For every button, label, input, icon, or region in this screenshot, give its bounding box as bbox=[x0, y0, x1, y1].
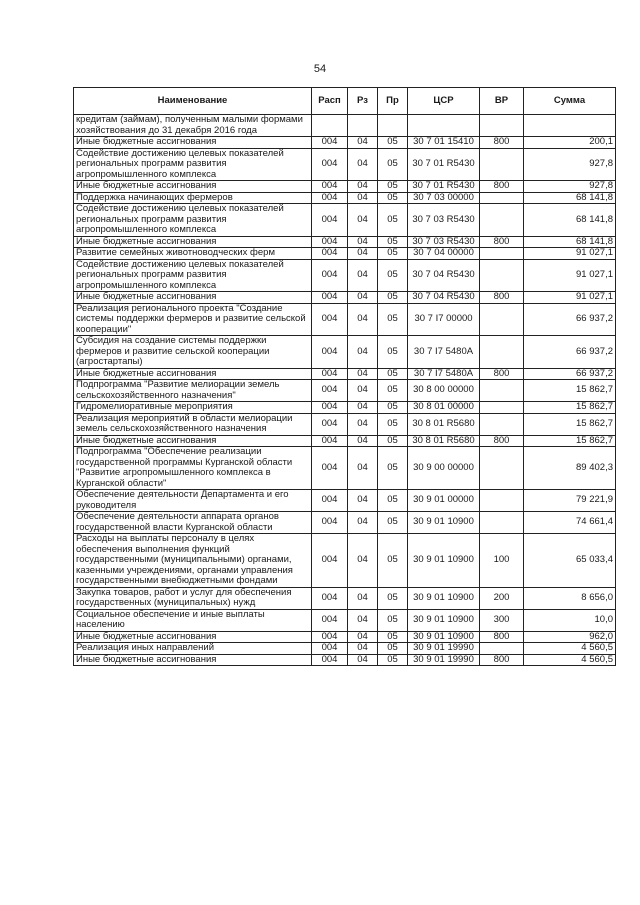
row-rz: 04 bbox=[348, 512, 378, 534]
row-name: Иные бюджетные ассигнования bbox=[74, 137, 312, 149]
row-rasp: 004 bbox=[312, 259, 348, 292]
header-pr: Пр bbox=[378, 88, 408, 115]
row-pr: 05 bbox=[378, 204, 408, 237]
row-name: Иные бюджетные ассигнования bbox=[74, 368, 312, 380]
row-rasp: 004 bbox=[312, 192, 348, 204]
row-rasp: 004 bbox=[312, 534, 348, 588]
row-pr: 05 bbox=[378, 137, 408, 149]
row-rasp bbox=[312, 115, 348, 137]
table-row bbox=[74, 115, 616, 137]
row-name: Поддержка начинающих фермеров bbox=[74, 192, 312, 204]
row-pr: 05 bbox=[378, 643, 408, 655]
row-name: Обеспечение деятельности Департамента и его руководителя bbox=[74, 490, 312, 512]
table-row bbox=[74, 204, 616, 237]
row-rasp: 004 bbox=[312, 181, 348, 193]
row-name: Обеспечение деятельности аппарата органов государственной власти Курганской области bbox=[74, 512, 312, 534]
row-pr: 05 bbox=[378, 292, 408, 304]
table-row bbox=[74, 447, 616, 490]
row-sum: 15 862,7 bbox=[524, 413, 616, 435]
row-csr: 30 9 00 00000 bbox=[408, 447, 480, 490]
row-csr: 30 7 04 00000 bbox=[408, 248, 480, 260]
row-name: Иные бюджетные ассигнования bbox=[74, 292, 312, 304]
row-rasp: 004 bbox=[312, 292, 348, 304]
row-sum: 68 141,8 bbox=[524, 192, 616, 204]
header-csr: ЦСР bbox=[408, 88, 480, 115]
row-vr: 100 bbox=[480, 534, 524, 588]
row-vr: 800 bbox=[480, 368, 524, 380]
row-vr bbox=[480, 413, 524, 435]
row-rasp: 004 bbox=[312, 631, 348, 643]
row-name: Содействие достижению целевых показателей региональных программ развития агропромышленного комплекса bbox=[74, 148, 312, 181]
table-header-row bbox=[74, 88, 616, 115]
header-rasp: Расп bbox=[312, 88, 348, 115]
table-row bbox=[74, 248, 616, 260]
row-rasp: 004 bbox=[312, 447, 348, 490]
row-sum: 91 027,1 bbox=[524, 259, 616, 292]
row-pr: 05 bbox=[378, 654, 408, 666]
table-row bbox=[74, 631, 616, 643]
row-sum: 15 862,7 bbox=[524, 380, 616, 402]
table-row bbox=[74, 303, 616, 336]
budget-table bbox=[73, 87, 616, 666]
row-rz: 04 bbox=[348, 259, 378, 292]
table-row bbox=[74, 435, 616, 447]
row-rz bbox=[348, 115, 378, 137]
row-csr: 30 7 04 R5430 bbox=[408, 259, 480, 292]
row-rasp: 004 bbox=[312, 587, 348, 609]
row-pr: 05 bbox=[378, 368, 408, 380]
row-rz: 04 bbox=[348, 181, 378, 193]
row-rz: 04 bbox=[348, 447, 378, 490]
row-name: Подпрограмма "Развитие мелиорации земель сельскохозяйственного назначения" bbox=[74, 380, 312, 402]
row-vr: 800 bbox=[480, 181, 524, 193]
row-sum: 91 027,1 bbox=[524, 248, 616, 260]
row-rasp: 004 bbox=[312, 609, 348, 631]
row-pr: 05 bbox=[378, 148, 408, 181]
row-csr: 30 9 01 19990 bbox=[408, 654, 480, 666]
table-row bbox=[74, 236, 616, 248]
row-csr: 30 7 03 R5430 bbox=[408, 204, 480, 237]
row-pr: 05 bbox=[378, 248, 408, 260]
row-rz: 04 bbox=[348, 435, 378, 447]
row-name: Расходы на выплаты персоналу в целях обеспечения выполнения функций государственными (муниципальными) органами, казенными учреждениями, органами управления государственными внебюджетными фондами bbox=[74, 534, 312, 588]
row-rasp: 004 bbox=[312, 413, 348, 435]
row-sum: 79 221,9 bbox=[524, 490, 616, 512]
row-rasp: 004 bbox=[312, 368, 348, 380]
row-vr bbox=[480, 303, 524, 336]
row-pr: 05 bbox=[378, 336, 408, 369]
page-number: 54 bbox=[313, 63, 327, 75]
table-row bbox=[74, 181, 616, 193]
row-rz: 04 bbox=[348, 402, 378, 414]
row-vr: 200 bbox=[480, 587, 524, 609]
row-name: кредитам (займам), полученным малыми формами хозяйствования до 31 декабря 2016 года bbox=[74, 115, 312, 137]
row-rasp: 004 bbox=[312, 380, 348, 402]
row-sum: 74 661,4 bbox=[524, 512, 616, 534]
row-sum: 66 937,2 bbox=[524, 368, 616, 380]
row-pr: 05 bbox=[378, 447, 408, 490]
row-csr: 30 8 01 R5680 bbox=[408, 413, 480, 435]
row-rasp: 004 bbox=[312, 435, 348, 447]
row-vr bbox=[480, 512, 524, 534]
row-csr: 30 8 00 00000 bbox=[408, 380, 480, 402]
table-row bbox=[74, 137, 616, 149]
row-vr bbox=[480, 192, 524, 204]
row-vr: 800 bbox=[480, 236, 524, 248]
row-vr bbox=[480, 447, 524, 490]
row-vr: 800 bbox=[480, 654, 524, 666]
row-name: Иные бюджетные ассигнования bbox=[74, 236, 312, 248]
row-pr: 05 bbox=[378, 512, 408, 534]
table-row bbox=[74, 490, 616, 512]
row-vr bbox=[480, 148, 524, 181]
row-sum: 15 862,7 bbox=[524, 402, 616, 414]
row-rasp: 004 bbox=[312, 204, 348, 237]
row-name: Содействие достижению целевых показателей региональных программ развития агропромышленного комплекса bbox=[74, 259, 312, 292]
row-rz: 04 bbox=[348, 534, 378, 588]
row-rasp: 004 bbox=[312, 137, 348, 149]
row-pr: 05 bbox=[378, 303, 408, 336]
header-rz: Рз bbox=[348, 88, 378, 115]
row-name: Социальное обеспечение и иные выплаты населению bbox=[74, 609, 312, 631]
table-row bbox=[74, 336, 616, 369]
row-vr bbox=[480, 248, 524, 260]
row-name: Субсидия на создание системы поддержки фермеров и развитие сельской кооперации (агростартапы) bbox=[74, 336, 312, 369]
row-sum: 927,8 bbox=[524, 181, 616, 193]
row-csr: 30 7 01 15410 bbox=[408, 137, 480, 149]
row-name: Иные бюджетные ассигнования bbox=[74, 654, 312, 666]
row-rz: 04 bbox=[348, 609, 378, 631]
table-row bbox=[74, 292, 616, 304]
row-vr: 800 bbox=[480, 435, 524, 447]
row-sum: 65 033,4 bbox=[524, 534, 616, 588]
row-pr: 05 bbox=[378, 435, 408, 447]
row-sum: 962,0 bbox=[524, 631, 616, 643]
row-rz: 04 bbox=[348, 380, 378, 402]
row-rz: 04 bbox=[348, 148, 378, 181]
table-row bbox=[74, 587, 616, 609]
row-csr: 30 7 03 00000 bbox=[408, 192, 480, 204]
row-rz: 04 bbox=[348, 368, 378, 380]
row-csr: 30 9 01 10900 bbox=[408, 609, 480, 631]
table-row bbox=[74, 413, 616, 435]
row-rz: 04 bbox=[348, 631, 378, 643]
row-vr: 800 bbox=[480, 137, 524, 149]
row-rz: 04 bbox=[348, 490, 378, 512]
row-csr: 30 7 I7 00000 bbox=[408, 303, 480, 336]
row-pr: 05 bbox=[378, 181, 408, 193]
row-name: Реализация мероприятий в области мелиорации земель сельскохозяйственного назначения bbox=[74, 413, 312, 435]
table-row bbox=[74, 368, 616, 380]
row-pr: 05 bbox=[378, 259, 408, 292]
row-sum: 68 141,8 bbox=[524, 236, 616, 248]
row-name: Иные бюджетные ассигнования bbox=[74, 631, 312, 643]
row-pr bbox=[378, 115, 408, 137]
row-rz: 04 bbox=[348, 303, 378, 336]
row-rasp: 004 bbox=[312, 654, 348, 666]
table-row bbox=[74, 512, 616, 534]
row-csr: 30 9 01 10900 bbox=[408, 534, 480, 588]
row-sum: 10,0 bbox=[524, 609, 616, 631]
row-vr: 300 bbox=[480, 609, 524, 631]
row-vr: 800 bbox=[480, 631, 524, 643]
row-vr bbox=[480, 115, 524, 137]
row-pr: 05 bbox=[378, 631, 408, 643]
row-pr: 05 bbox=[378, 380, 408, 402]
row-pr: 05 bbox=[378, 609, 408, 631]
row-sum: 4 560,5 bbox=[524, 643, 616, 655]
table-row bbox=[74, 534, 616, 588]
table-row bbox=[74, 192, 616, 204]
row-pr: 05 bbox=[378, 236, 408, 248]
row-csr: 30 7 01 R5430 bbox=[408, 148, 480, 181]
row-pr: 05 bbox=[378, 534, 408, 588]
row-csr bbox=[408, 115, 480, 137]
row-vr: 800 bbox=[480, 292, 524, 304]
row-csr: 30 9 01 10900 bbox=[408, 587, 480, 609]
row-name: Реализация регионального проекта "Создание системы поддержки фермеров и развитие сельской кооперации" bbox=[74, 303, 312, 336]
row-csr: 30 8 01 R5680 bbox=[408, 435, 480, 447]
header-sum: Сумма bbox=[524, 88, 616, 115]
row-csr: 30 9 01 10900 bbox=[408, 512, 480, 534]
row-sum: 66 937,2 bbox=[524, 336, 616, 369]
row-csr: 30 9 01 10900 bbox=[408, 631, 480, 643]
row-rz: 04 bbox=[348, 292, 378, 304]
row-csr: 30 7 03 R5430 bbox=[408, 236, 480, 248]
table-row bbox=[74, 609, 616, 631]
row-sum: 200,1 bbox=[524, 137, 616, 149]
row-name: Гидромелиоративные мероприятия bbox=[74, 402, 312, 414]
row-rasp: 004 bbox=[312, 303, 348, 336]
row-rz: 04 bbox=[348, 248, 378, 260]
row-pr: 05 bbox=[378, 490, 408, 512]
row-vr bbox=[480, 380, 524, 402]
row-rasp: 004 bbox=[312, 512, 348, 534]
row-rz: 04 bbox=[348, 413, 378, 435]
row-name: Иные бюджетные ассигнования bbox=[74, 435, 312, 447]
row-rasp: 004 bbox=[312, 248, 348, 260]
row-vr bbox=[480, 643, 524, 655]
table-row bbox=[74, 148, 616, 181]
row-rz: 04 bbox=[348, 137, 378, 149]
row-csr: 30 9 01 19990 bbox=[408, 643, 480, 655]
row-rz: 04 bbox=[348, 643, 378, 655]
row-sum: 15 862,7 bbox=[524, 435, 616, 447]
row-sum: 4 560,5 bbox=[524, 654, 616, 666]
row-rz: 04 bbox=[348, 336, 378, 369]
row-csr: 30 7 I7 5480A bbox=[408, 368, 480, 380]
row-csr: 30 7 I7 5480A bbox=[408, 336, 480, 369]
row-sum: 89 402,3 bbox=[524, 447, 616, 490]
row-rz: 04 bbox=[348, 654, 378, 666]
row-vr bbox=[480, 259, 524, 292]
row-rz: 04 bbox=[348, 236, 378, 248]
row-name: Развитие семейных животноводческих ферм bbox=[74, 248, 312, 260]
row-rasp: 004 bbox=[312, 490, 348, 512]
row-rz: 04 bbox=[348, 587, 378, 609]
row-pr: 05 bbox=[378, 402, 408, 414]
row-sum: 927,8 bbox=[524, 148, 616, 181]
table-row bbox=[74, 402, 616, 414]
header-name: Наименование bbox=[74, 88, 312, 115]
row-vr bbox=[480, 402, 524, 414]
row-rasp: 004 bbox=[312, 336, 348, 369]
row-rasp: 004 bbox=[312, 402, 348, 414]
row-vr bbox=[480, 336, 524, 369]
table-row bbox=[74, 643, 616, 655]
table-row bbox=[74, 380, 616, 402]
row-pr: 05 bbox=[378, 587, 408, 609]
row-sum: 91 027,1 bbox=[524, 292, 616, 304]
row-sum bbox=[524, 115, 616, 137]
row-name: Иные бюджетные ассигнования bbox=[74, 181, 312, 193]
row-sum: 68 141,8 bbox=[524, 204, 616, 237]
row-pr: 05 bbox=[378, 192, 408, 204]
row-rasp: 004 bbox=[312, 643, 348, 655]
row-rz: 04 bbox=[348, 204, 378, 237]
row-vr bbox=[480, 490, 524, 512]
row-rz: 04 bbox=[348, 192, 378, 204]
table-row bbox=[74, 654, 616, 666]
row-sum: 8 656,0 bbox=[524, 587, 616, 609]
row-name: Закупка товаров, работ и услуг для обеспечения государственных (муниципальных) нужд bbox=[74, 587, 312, 609]
row-csr: 30 7 04 R5430 bbox=[408, 292, 480, 304]
row-name: Подпрограмма "Обеспечение реализации государственной программы Курганской области "Развитие агропромышленного комплекса в Курганской области" bbox=[74, 447, 312, 490]
row-csr: 30 9 01 00000 bbox=[408, 490, 480, 512]
row-pr: 05 bbox=[378, 413, 408, 435]
table-row bbox=[74, 259, 616, 292]
row-rasp: 004 bbox=[312, 236, 348, 248]
row-sum: 66 937,2 bbox=[524, 303, 616, 336]
row-vr bbox=[480, 204, 524, 237]
row-rasp: 004 bbox=[312, 148, 348, 181]
row-csr: 30 7 01 R5430 bbox=[408, 181, 480, 193]
row-name: Содействие достижению целевых показателей региональных программ развития агропромышленного комплекса bbox=[74, 204, 312, 237]
row-csr: 30 8 01 00000 bbox=[408, 402, 480, 414]
row-name: Реализация иных направлений bbox=[74, 643, 312, 655]
header-vr: ВР bbox=[480, 88, 524, 115]
